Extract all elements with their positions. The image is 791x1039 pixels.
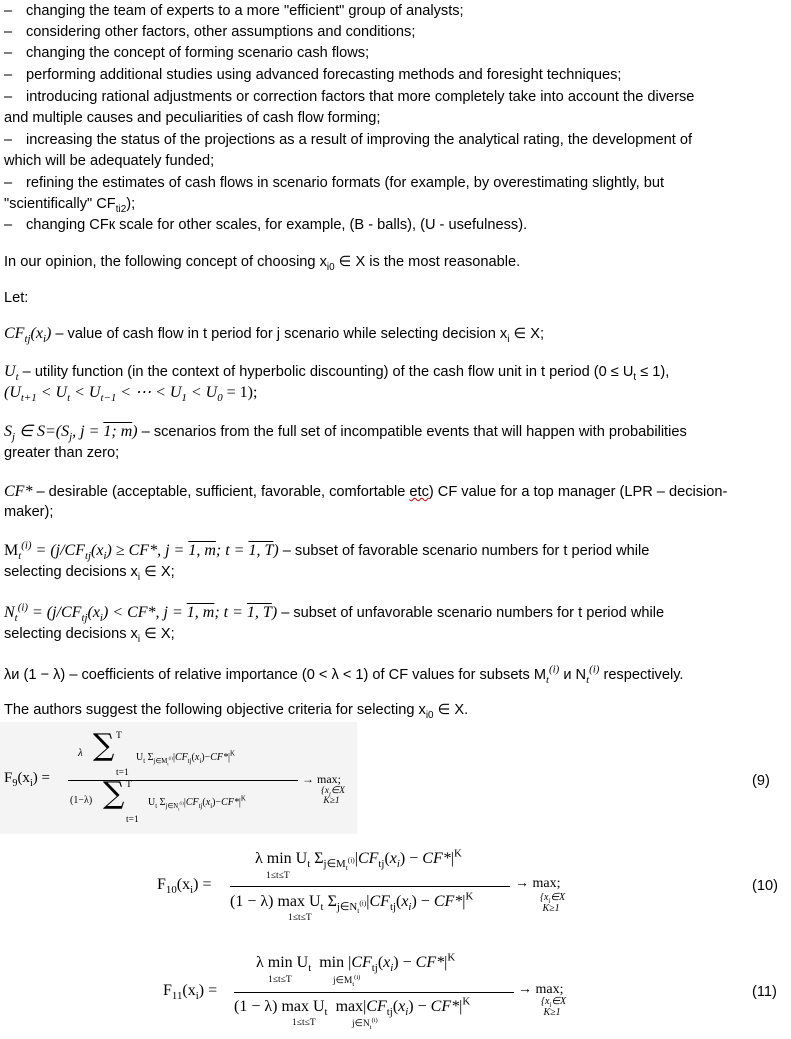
- definition-scenarios: $S_j$ ∈ $S=(S_j$, j = 1; m) – scenarios from the full set of incompatible events that will happen with probabilities: [4, 423, 687, 444]
- bullet-item: – refining the estimates of cash flows in scenario formats (for example, by overestimating slightly, but: [4, 175, 665, 191]
- definition-favorable-subset-cont: selecting decisions $x_i$ ∈ X;: [4, 564, 175, 583]
- definition-lambda: λи (1 − λ) – coefficients of relative importance (0 < λ < 1) of CF values for subsets $M_t^{(i)}$ и $N_t^{(i)}$ respectively.: [4, 663, 684, 687]
- paragraph-authors: The authors suggest the following objective criteria for selecting $x_{i0}$ ∈ X.: [4, 702, 469, 721]
- bullet-item: – changing the concept of forming scenario cash flows;: [4, 45, 370, 61]
- bullet-item: – changing the team of experts to a more "efficient" group of analysts;: [4, 3, 464, 19]
- definition-unfavorable-subset-cont: selecting decisions $x_i$ ∈ X;: [4, 626, 175, 645]
- paragraph-opinion: In our opinion, the following concept of choosing $x_{i0}$ ∈ X is the most reasonable.: [4, 254, 521, 273]
- document-page: – changing the team of experts to a more "efficient" group of analysts; – considering other factors, other assumptions and conditions; – changing the concept of forming scenario cash flows; – performing additional studies using advanced forecasting methods and foresight techniques; – introducing rational adjustments or correction factors that more completely take into account the diverse and multiple causes and peculiarities of cash flow forming; – increasing the status of the projections as a result of improving the analytical rating, the development of which will be adequately funded; – refining the estimates of cash flows in scenario formats (for example, by overestimating slightly, but "scientifically" $CF_{ti2}$); – changing CFк scale for other scales, for example, (B - balls), (U - usefulness). In our opinion, the following concept of choosing $x_{i0}$ ∈ X is the most reasonable. Let: $CF_{tj}(x_i)$ – value of cash flow in t period for j scenario while selecting decision $x_i$ ∈ X; $U_t$ – utility function (in the context of hyperbolic discounting) of the cash flow unit in t period $(0 \le U_t \le 1)$, ($U_{t+1} < U_t < U_{t-1}$ < ⋯ < $U_1 < U_0 = 1$); $S_j$ ∈ $S=(S_j$, j = 1; m) – scenarios from the full set of incompatible events that will happen with probabilities greater than zero; CF* – desirable (acceptable, sufficient, favorable, comfortable etc) CF value for a top manager (LPR – decision- maker); $M_t^{(i)} = (j/CF_{tj}(x_i) \ge CF*$, j = 1, m; t = 1, T) – subset of favorable scenario numbers for t period while selecting decisions $x_i$ ∈ X; $N_t^{(i)} = (j/CF_{tj}(x_i) < CF*$, j = 1, m; t = 1, T) – subset of unfavorable scenario numbers for t period while selecting decisions $x_i$ ∈ X; λи (1 − λ) – coefficients of relative importance (0 < λ < 1) of CF values for subsets $M_t^{(i)}$ и $N_t^{(i)}$ respectively. The authors suggest the following objective criteria for selecting $x_{i0}$ ∈ X. $F_9(x_i)$ = λ ∑ T t=1 $U_t$ $\Sigma_{j\in M_t^{(i)}}|CF_{tj}(x_i)-CF*|^K$ (1−λ) ∑ T t=1 $U_t$ $\Sigma_{j\in N_t^{(i)}}|CF_{tj}(x_i)-CF*|^K$ → max; {$x_i\in X$ K≥1 (9) $F_{10}(x_i)$ = λ $\min U_t$ $\Sigma_{j\in M_t^{(i)}}|CF_{tj}(x_i) - CF*|^K$ 1≤t≤T (1 − λ) $\max U_t$ $\Sigma_{j\in N_t^{(i)}}|CF_{tj}(x_i) - CF*|^K$ 1≤t≤T → max; {$x_i\in X$ K≥1 (10) $F_{11}(x_i)$ = λ $\min U_t$ $\min |CF_{tj}(x_i) - CF*|^K$ 1≤t≤T $j\in M_t^{(i)}$ (1 − λ) $\max U_t$ $\max|CF_{tj}(x_i) - CF*|^K$ 1≤t≤T $j\in N_t^{(i)}$ → max; {$x_i\in X$ K≥1 (11): [0, 0, 791, 1039]
- definition-scenarios-cont: greater than zero;: [4, 445, 120, 461]
- bullet-item: – performing additional studies using advanced forecasting methods and foresight techniques;: [4, 67, 622, 83]
- bullet-item: – changing CFк scale for other scales, for example, (B - balls), (U - usefulness).: [4, 217, 528, 233]
- definition-favorable-subset: $M_t^{(i)} = (j/CF_{tj}(x_i) \ge CF*$, j = 1, m; t = 1, T) – subset of favorable scenario numbers for t period while: [4, 539, 650, 563]
- bullet-item: – increasing the status of the projections as a result of improving the analytical rating, the development of: [4, 132, 693, 148]
- definition-utility-order: ($U_{t+1} < U_t < U_{t-1}$ < ⋯ < $U_1 < U_0 = 1$);: [4, 384, 258, 405]
- definition-cf-star: CF* – desirable (acceptable, sufficient, favorable, comfortable etc) CF value for a top manager (LPR – decision-: [4, 483, 728, 500]
- definition-cf-star-cont: maker);: [4, 504, 54, 520]
- definition-cf: $CF_{tj}(x_i)$ – value of cash flow in t period for j scenario while selecting decision $x_i$ ∈ X;: [4, 325, 545, 346]
- bullet-continuation: "scientifically" $CF_{ti2}$);: [4, 196, 136, 215]
- bullet-continuation: and multiple causes and peculiarities of cash flow forming;: [4, 110, 381, 126]
- paragraph-let: Let:: [4, 290, 29, 306]
- bullet-continuation: which will be adequately funded;: [4, 153, 215, 169]
- definition-utility: $U_t$ – utility function (in the context of hyperbolic discounting) of the cash flow unit in t period $(0 \le U_t \le 1)$,: [4, 363, 670, 384]
- bullet-item: – introducing rational adjustments or correction factors that more completely take into account the diverse: [4, 89, 695, 105]
- definition-unfavorable-subset: $N_t^{(i)} = (j/CF_{tj}(x_i) < CF*$, j = 1, m; t = 1, T) – subset of unfavorable scenario numbers for t period while: [4, 601, 665, 625]
- bullet-item: – considering other factors, other assumptions and conditions;: [4, 24, 416, 40]
